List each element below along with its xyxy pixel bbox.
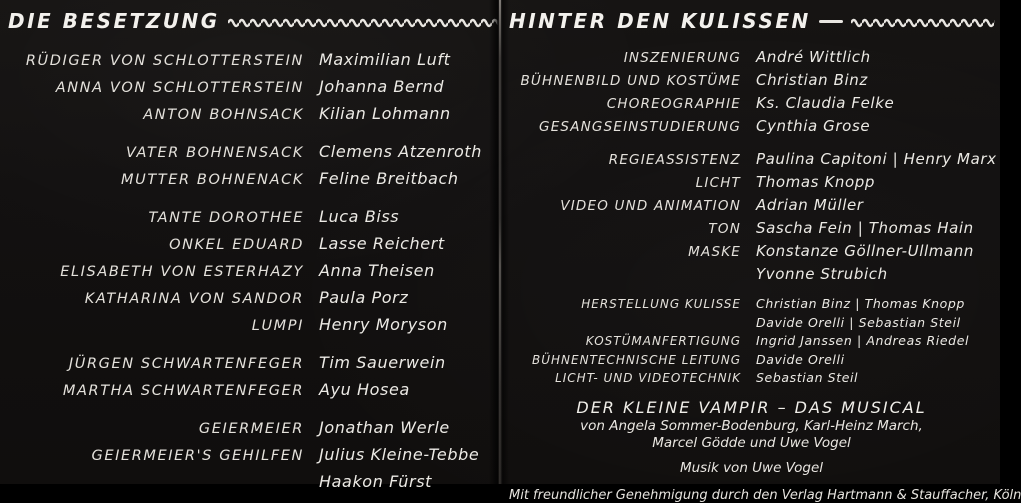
role-label: ANTON BOHNSACK: [143, 107, 304, 123]
crew-name: Thomas Knopp: [756, 173, 875, 191]
cast-row: [8, 285, 497, 312]
performer-name: Feline Breitbach: [319, 169, 459, 188]
performer-name: Lasse Reichert: [319, 234, 445, 253]
performer-name: Maximilian Luft: [319, 50, 451, 69]
cast-row: [8, 204, 497, 231]
performer-name: Paula Porz: [319, 288, 409, 307]
cast-row: [8, 312, 497, 339]
crew-page-header: [509, 6, 994, 36]
role-label: TON: [708, 221, 741, 237]
crew-row: [509, 46, 994, 69]
performer-name: Clemens Atzenroth: [319, 142, 483, 161]
cast-page-header: [8, 6, 497, 36]
performer-name: Kilian Lohmann: [319, 104, 451, 123]
performer-name: Ayu Hosea: [319, 380, 410, 399]
role-label: BÜHNENBILD UND KOSTÜME: [520, 73, 741, 89]
crew-row: [509, 92, 994, 115]
crew-name: Adrian Müller: [756, 196, 864, 214]
crew-name: Paulina Capitoni | Henry Marx: [756, 150, 997, 168]
cast-row: [8, 350, 497, 377]
crew-name: Sascha Fein | Thomas Hain: [756, 219, 974, 237]
cast-group: [8, 350, 497, 404]
cast-row: [8, 415, 497, 442]
cast-row: [8, 47, 497, 74]
production-group: [509, 295, 994, 388]
performer-name: Tim Sauerwein: [319, 353, 446, 372]
cast-row: [8, 258, 497, 285]
cast-page-title: DIE BESETZUNG: [8, 9, 220, 33]
role-label: GEIERMEIER: [198, 421, 304, 437]
crew-row: [509, 351, 994, 370]
cast-row: [8, 74, 497, 101]
crew-row: [509, 369, 994, 388]
role-label: REGIEASSISTENZ: [608, 152, 741, 168]
role-label: ANNA VON SCHLOTTERSTEIN: [55, 80, 304, 96]
crew-name: Sebastian Steil: [756, 370, 859, 385]
dash-divider: [819, 20, 843, 23]
performer-name: Haakon Fürst: [319, 472, 433, 491]
role-label: CHOREOGRAPHIE: [606, 96, 741, 112]
performer-name: Jonathan Werle: [319, 418, 450, 437]
crew-name: Christian Binz: [756, 71, 868, 89]
crew-name: Ingrid Janssen | Andreas Riedel: [756, 333, 970, 348]
crew-name: Davide Orelli | Sebastian Steil: [756, 314, 961, 330]
crew-name: André Wittlich: [756, 48, 871, 66]
crew-row: [509, 240, 994, 263]
role-label: MUTTER BOHNENACK: [121, 172, 304, 188]
crew-name: Christian Binz | Thomas Knopp: [756, 296, 965, 311]
crew-row: [509, 217, 994, 240]
cast-row: [8, 442, 497, 469]
role-label: HERSTELLUNG KULISSE: [581, 297, 741, 311]
crew-name: Davide Orelli: [756, 351, 845, 367]
crew-row: [509, 332, 994, 351]
crew-row: [509, 115, 994, 138]
performer-name: Henry Moryson: [319, 315, 448, 334]
role-label: BÜHNENTECHNISCHE LEITUNG: [531, 352, 741, 367]
crew-group: [509, 46, 994, 138]
cast-row: [8, 469, 497, 495]
role-label: JÜRGEN SCHWARTENFEGER: [68, 356, 304, 372]
role-label: LUMPI: [251, 318, 304, 334]
role-label: KOSTÜMANFERTIGUNG: [585, 334, 741, 348]
squiggle-divider: [228, 14, 497, 28]
show-credits-footer: [509, 397, 1021, 503]
role-label: INSZENIERUNG: [623, 50, 741, 66]
role-label: VIDEO UND ANIMATION: [560, 198, 741, 214]
cast-group: [8, 415, 497, 495]
crew-group: [509, 148, 997, 285]
cast-row: [8, 377, 497, 404]
role-label: KATHARINA VON SANDOR: [84, 291, 304, 307]
crew-page-title: HINTER DEN KULISSEN: [509, 9, 811, 33]
crew-row: [509, 171, 994, 194]
cast-group: [8, 47, 497, 128]
role-label: ONKEL EDUARD: [169, 237, 304, 253]
squiggle-divider: [851, 14, 994, 28]
music-credit: Musik von Uwe Vogel: [679, 459, 824, 476]
cast-group: [8, 139, 497, 193]
crew-page: [503, 0, 1021, 503]
crew-name: Yvonne Strubich: [756, 265, 888, 283]
crew-row: [509, 194, 994, 217]
crew-row: [509, 148, 997, 171]
cast-row: [8, 139, 497, 166]
role-label: TANTE DOROTHEE: [148, 210, 304, 226]
crew-list: [509, 46, 1021, 503]
crew-name: Cynthia Grose: [756, 117, 871, 135]
crew-name: Ks. Claudia Felke: [756, 94, 895, 112]
role-label: MARTHA SCHWARTENFEGER: [62, 383, 304, 399]
role-label: GEIERMEIER'S GEHILFEN: [91, 448, 304, 464]
role-label: ELISABETH VON ESTERHAZY: [60, 264, 304, 280]
crew-row: [509, 69, 994, 92]
performer-name: Johanna Bernd: [319, 77, 445, 96]
role-label: LICHT- UND VIDEOTECHNIK: [555, 371, 741, 385]
performer-name: Julius Kleine-Tebbe: [319, 445, 480, 464]
crew-row: [509, 314, 994, 333]
crew-name: Konstanze Göllner-Ullmann: [756, 242, 975, 260]
cast-group: [8, 204, 497, 339]
cast-row: [8, 166, 497, 193]
cast-row: [8, 101, 497, 128]
role-label: VATER BOHNENSACK: [126, 145, 304, 161]
performer-name: Anna Theisen: [319, 261, 435, 280]
authors-line: Marcel Gödde und Uwe Vogel: [652, 434, 851, 451]
license-note: Mit freundlicher Genehmigung durch den Verlag Hartmann & Stauffacher, Köln: [509, 487, 1021, 503]
crew-row: [509, 263, 994, 285]
authors-line: von Angela Sommer-Bodenburg, Karl-Heinz March,: [580, 417, 923, 434]
role-label: RÜDIGER VON SCHLOTTERSTEIN: [25, 53, 304, 69]
performer-name: Luca Biss: [319, 207, 400, 226]
cast-page: [0, 0, 497, 491]
role-label: LICHT: [695, 175, 741, 191]
cast-row: [8, 231, 497, 258]
cast-list: [8, 47, 497, 495]
role-label: GESANGSEINSTUDIERUNG: [539, 119, 741, 135]
show-title: DER KLEINE VAMPIR – DAS MUSICAL: [576, 397, 927, 417]
crew-row: [509, 295, 994, 314]
role-label: MASKE: [688, 244, 741, 260]
